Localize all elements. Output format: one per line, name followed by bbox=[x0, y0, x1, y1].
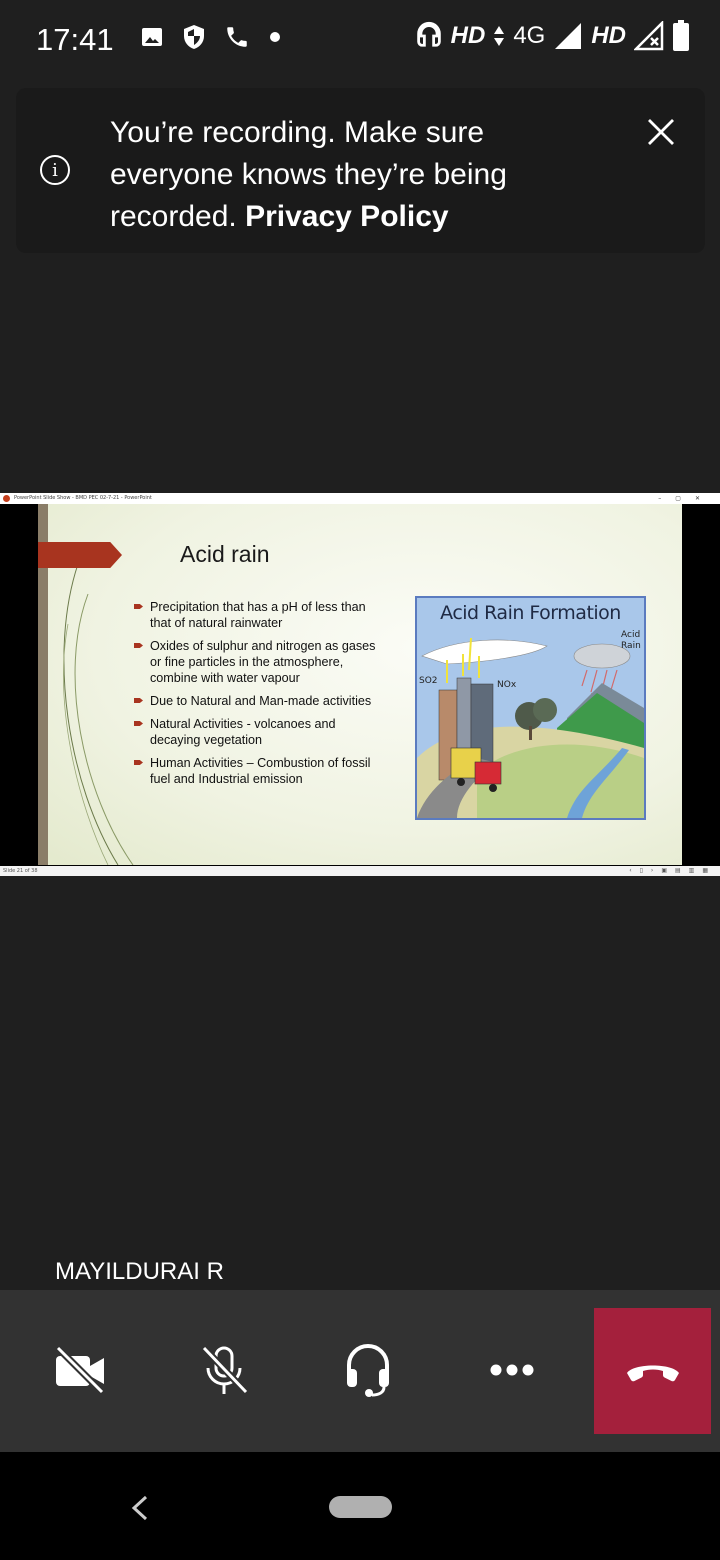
slide bbox=[38, 504, 682, 865]
slide-title-arrow bbox=[38, 542, 122, 568]
end-call-icon bbox=[625, 1359, 681, 1383]
4g-label: 4G bbox=[513, 22, 546, 49]
window-controls-icon: –▢✕ bbox=[658, 495, 714, 502]
navigation-bar bbox=[0, 1452, 720, 1560]
mic-off-icon bbox=[196, 1342, 252, 1398]
powerpoint-logo-icon bbox=[3, 495, 10, 502]
view-controls-icon: ‹▯›▣▤▥▦ bbox=[629, 867, 716, 874]
recording-notice-text bbox=[110, 112, 580, 238]
back-icon[interactable] bbox=[128, 1494, 152, 1522]
close-icon[interactable] bbox=[643, 114, 679, 150]
slide-title: Acid rain bbox=[180, 541, 270, 567]
bullet-item: Precipitation that has a pH of less than that of natural rainwater bbox=[134, 599, 384, 631]
nox-label: NOx bbox=[497, 680, 517, 690]
signal-x-icon bbox=[634, 21, 664, 51]
home-pill[interactable] bbox=[329, 1496, 392, 1518]
powerpoint-titlebar bbox=[0, 493, 720, 504]
window-title: PowerPoint Slide Show - BMD PEC 02-7-21 - PowerPoint bbox=[14, 495, 152, 501]
image-icon bbox=[140, 25, 164, 49]
info-icon: i bbox=[40, 155, 70, 185]
status-bar bbox=[0, 0, 720, 80]
audio-button[interactable] bbox=[338, 1340, 398, 1400]
bullet-item: Human Activities – Combustion of fossil fuel and Industrial emission bbox=[134, 755, 384, 787]
headset-icon bbox=[415, 21, 443, 51]
bullet-item: Due to Natural and Man-made activities bbox=[134, 693, 384, 709]
camera-toggle-button[interactable] bbox=[50, 1340, 110, 1400]
hd-label-1: HD bbox=[450, 22, 486, 49]
acid-label: Acid bbox=[621, 630, 641, 640]
signal-icon bbox=[553, 21, 583, 51]
status-time: 17:41 bbox=[36, 22, 114, 57]
recording-message: You’re recording. Make sure everyone knows they’re being recorded. bbox=[110, 116, 507, 233]
phone-icon bbox=[224, 24, 250, 50]
figure-title: Acid Rain Formation bbox=[440, 602, 621, 624]
shared-screen[interactable] bbox=[0, 493, 720, 876]
call-controls bbox=[0, 1290, 720, 1452]
recording-notice bbox=[16, 88, 705, 253]
hd-label-2: HD bbox=[591, 22, 626, 49]
rain-label: Rain bbox=[621, 641, 641, 651]
slide-bullets bbox=[134, 599, 384, 794]
acid-rain-illustration-icon bbox=[417, 598, 644, 818]
more-options-button[interactable] bbox=[482, 1340, 542, 1400]
slide-counter: Slide 21 of 38 bbox=[3, 868, 38, 874]
status-icons-right bbox=[415, 20, 690, 52]
privacy-policy-link[interactable]: Privacy Policy bbox=[245, 200, 449, 233]
dot-icon bbox=[268, 30, 282, 44]
status-icons-left bbox=[140, 24, 282, 50]
shield-icon bbox=[182, 24, 206, 50]
bullet-item: Oxides of sulphur and nitrogen as gases or fine particles in the atmosphere, combine with water vapour bbox=[134, 638, 384, 686]
participant-name: MAYILDURAI R bbox=[55, 1258, 224, 1285]
powerpoint-statusbar bbox=[0, 866, 720, 876]
end-call-button[interactable] bbox=[594, 1308, 711, 1434]
bullet-item: Natural Activities - volcanoes and decaying vegetation bbox=[134, 716, 384, 748]
camera-off-icon bbox=[52, 1344, 108, 1396]
acid-rain-figure bbox=[415, 596, 646, 820]
more-icon bbox=[490, 1364, 534, 1376]
headset-icon bbox=[345, 1343, 391, 1397]
so2-label: SO2 bbox=[419, 676, 438, 686]
mic-toggle-button[interactable] bbox=[194, 1340, 254, 1400]
data-arrows-icon bbox=[493, 24, 505, 48]
battery-icon bbox=[672, 20, 690, 52]
